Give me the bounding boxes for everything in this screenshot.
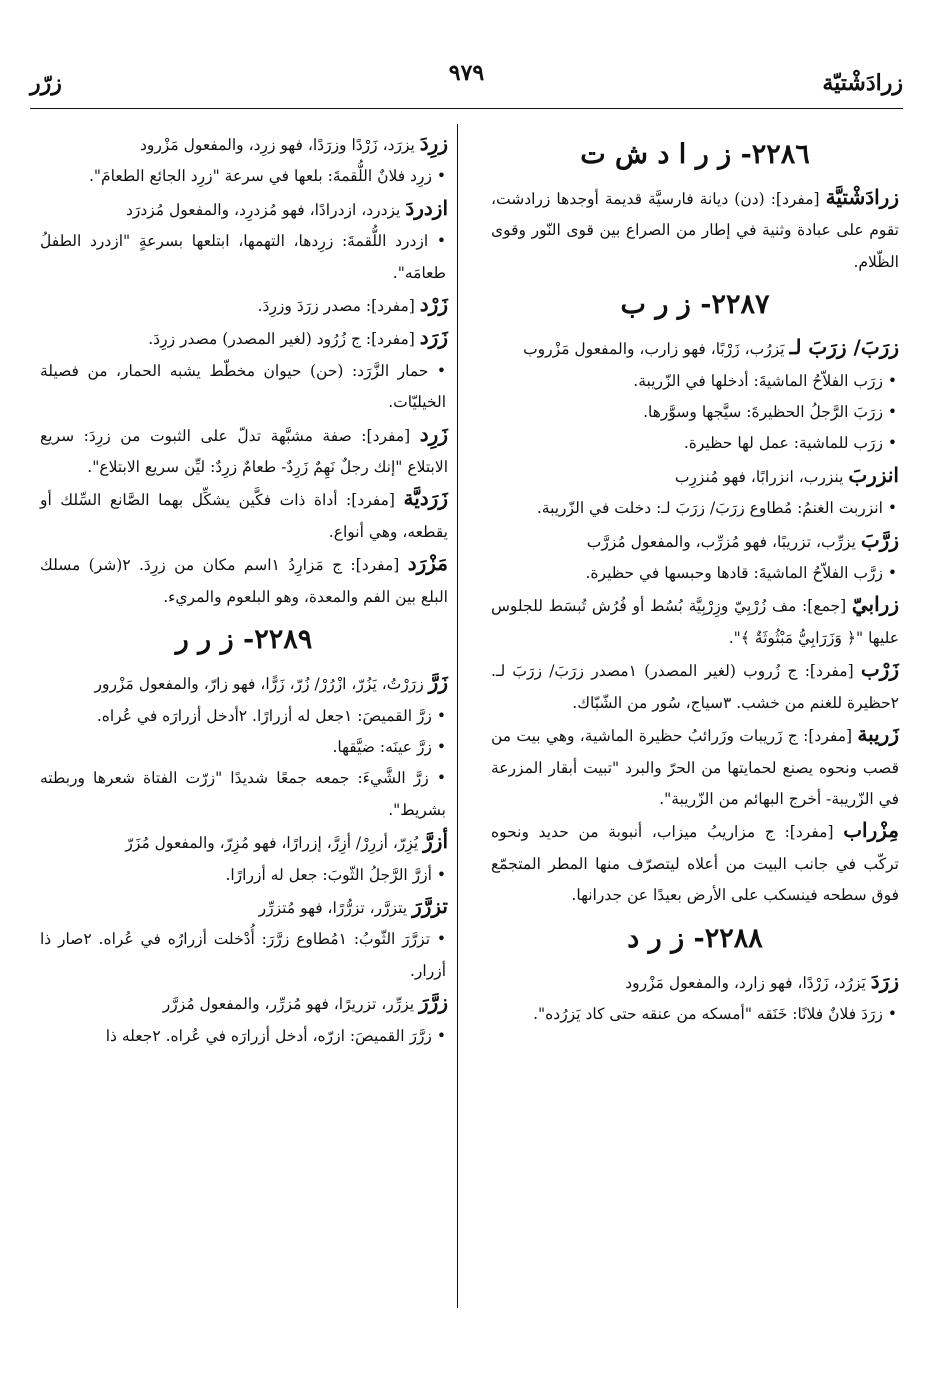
entry-headword: تزرَّرَ	[412, 893, 448, 918]
entry-definition: يُزِرّ، أزرِرْ/ أزِرَّ، إزرارًا، فهو مُزِرّ، والمفعول مُزَرّ	[125, 834, 424, 853]
dictionary-entry	[491, 966, 899, 999]
entry-definition: يزرِّب، تزريبًا، فهو مُزرِّب، والمفعول مُزرَّب	[586, 532, 861, 551]
entry-headword: زرادَشْتيَّة	[825, 185, 899, 209]
usage-example: • زرَب الفلاّحُ الماشيةَ: أدخلها في الزّريبة.	[633, 371, 897, 390]
usage-example: • انزربت الغنمُ: مُطاوع زرَبَ/ زرَبَ لـ: دخلت في الزّريبة.	[536, 499, 897, 518]
entry-definition: [مفرد]: صفة مشبَّهة تدلّ على الثبوت من زرِدَ: سريع الابتلاع "إنك رجلٌ نَهِمٌ زَرِدٌ- طعامٌ زرِدٌ: ليِّن سريع الابتلاع".	[40, 426, 448, 477]
usage-example: • زرَّ القميصَ: ١جعل له أزرارًا. ٢أدخل أزرارَه في عُراه.	[96, 706, 446, 725]
dictionary-entry	[491, 719, 899, 815]
usage-example: • زرَّرَ القميصَ: ازرّه، أدخل أزرارَه في عُراه. ٢جعله ذا	[105, 1026, 446, 1045]
usage-example: • زرِد فلانٌ اللُّقمةَ: بلعها في سرعة "زرِد الجائع الطعامَ".	[88, 167, 446, 186]
entry-definition: [مفرد]: ج مَزارِدُ ١اسم مكان من زرِدَ. ٢(شر) مسلك البلع بين الفم والمعدة، وهو البلعوم والمريء.	[40, 556, 448, 606]
column-divider	[457, 124, 458, 1308]
dictionary-entry	[40, 193, 448, 226]
dictionary-entry	[491, 460, 899, 493]
dictionary-entry	[40, 667, 448, 700]
entry-definition: [جمع]: مف زُرْبِيّ وزِرْبِيَّة بُسُط أو فُرُش تُبسَط للجلوس عليها "﴿ وَزَرَابِيُّ مَبْثُوثَةٌ ﴾".	[491, 597, 899, 647]
dictionary-entry	[40, 987, 448, 1020]
dictionary-entry	[491, 654, 899, 719]
header-guide-word-right: زرادَشْتيّة	[822, 70, 903, 96]
entry-headword: زرَّبَ	[860, 527, 899, 552]
entry-headword: زَرَد	[419, 325, 448, 350]
dictionary-entry	[40, 128, 448, 161]
entry-definition: [مفرد]: مصدر زرَدَ وزرِدَ.	[257, 297, 420, 316]
entry-definition: يَزرُد، زَرْدًا، فهو زارد، والمفعول مَزْرود	[625, 973, 871, 992]
page-header	[30, 60, 903, 100]
dictionary-entry	[40, 322, 448, 355]
entry-definition: يزرَد، زَرْدًا وزرَدًا، فهو زرِد، والمفعول مَزْرود	[139, 136, 420, 154]
entry-definition: زرَرْتُ، يَزُرّ، ازْرُرْ/ زُرّ، زَرًّا، فهو زارّ، والمفعول مَزْرور	[94, 675, 429, 694]
entry-headword: زَرْد	[419, 292, 448, 317]
usage-example: • زرَّ عينَه: ضيَّقها.	[332, 737, 446, 756]
usage-example: • زرَّب الفلاّحُ الماشيةَ: قادها وحبسها في حظيرة.	[585, 564, 897, 583]
entry-headword: زَريبة	[857, 722, 899, 747]
usage-example: • أزرَّ الرَّجلُ الثّوبَ: جعل له أزرارًا.	[225, 865, 446, 884]
entry-headword: مَزْرَد	[407, 551, 449, 576]
dictionary-entry	[40, 483, 448, 548]
entry-definition: [مفرد]: (دن) ديانة فارسيَّة قديمة أوجدها زرادشت، تقوم على عبادة وثنية في إطار من الصراع بين قوى النّور وقوى الظّلام.	[491, 190, 899, 271]
dictionary-entry	[491, 589, 899, 654]
entry-definition: يتزرَّر، تزرُّرًا، فهو مُتزرِّر	[258, 898, 413, 917]
usage-example: • حمار الزَّرَد: (حن) حيوان مخطّط يشبه الحمار، من فصيلة الخيليّات.	[40, 361, 446, 412]
dictionary-entry	[40, 419, 448, 484]
dictionary-entry	[40, 548, 448, 613]
entry-headword: مِزْراب	[843, 818, 899, 843]
entry-headword: زرَبَ/ زرَبَ لـ	[789, 335, 899, 360]
entry-headword: زَرْب	[860, 657, 899, 682]
header-guide-word-left: زرّر	[30, 70, 62, 96]
dictionary-entry	[491, 182, 899, 278]
dictionary-entry	[40, 891, 448, 924]
usage-example: • زرَدَ فلانٌ فلانًا: خَنَقه "أمسكه من عنقه حتى كاد يَزرُده".	[533, 1004, 897, 1023]
entry-definition: [مفرد]: ج زَريبات وزَرائبُ حظيرة الماشية، وهي بيت من قصب ونحوه يصنع لحمايتها من الحرّ والبرد "تبيت أبقار المزرعة في الزّريبة- أخرج البهائم من الزّريبة".	[491, 727, 899, 808]
entry-headword: ازدردَ	[405, 195, 448, 220]
dictionary-entry	[491, 332, 899, 365]
usage-example: • تزرَّرَ الثّوبُ: ١مُطاوع زرَّرَ: أُدْخلت أزرارُه في عُراه. ٢صار ذا أزرار.	[40, 930, 446, 980]
root-section-heading: ٢٢٨٩- ز ر ر	[175, 624, 313, 656]
dictionary-entry	[40, 826, 448, 859]
entry-definition: [مفرد]: ج مزاريبُ ميزاب، أنبوبة من حديد ونحوه تركّب في جانب البيت من أعلاه ليتصرّف منها المطر المتجمّع فوق سطحه فينسكب على الأرض بعيدًا عن جدرانها.	[491, 823, 899, 905]
root-section-heading: ٢٢٨٧- ز ر ب	[620, 289, 770, 321]
entry-definition: [مفرد]: أداة ذات فكَّين يشكِّل بهما الصَّانع السِّلك أو يقطعه، وهي أنواع.	[40, 491, 448, 541]
entry-headword: زَرَّ	[428, 670, 448, 695]
entry-definition: يَزرُب، زَرْبًا، فهو زارب، والمفعول مَزْروب	[523, 340, 790, 359]
entry-headword: زرِدَ	[419, 131, 448, 155]
entry-definition: يزرِّر، تزريرًا، فهو مُزرِّر، والمفعول مُزرَّر	[162, 995, 420, 1014]
left-column	[40, 128, 448, 1052]
entry-definition: ينزرب، انزرابًا، فهو مُنزرِب	[674, 467, 849, 486]
header-rule	[30, 108, 903, 109]
usage-example: • زرَبَ الرَّجلُ الحظيرةَ: سيَّجها وسوَّرها.	[643, 403, 897, 422]
usage-example: • زرَّ الشَّيءَ: جمعه جمعًا شديدًا "زرّت الفتاة شعرها وربطته بشريط".	[40, 769, 446, 819]
entry-headword: زرابيّ	[851, 592, 899, 617]
entry-headword: زرَدَ	[870, 968, 899, 993]
usage-example: • زرَب للماشية: عمل لها حظيرة.	[683, 434, 897, 453]
entry-headword: زَرِد	[419, 421, 448, 446]
page-number: ٩٧٩	[448, 60, 485, 86]
right-column	[491, 128, 899, 1030]
entry-headword: زَرَديَّة	[403, 486, 448, 511]
root-section-heading: ٢٢٨٨- ز ر د	[627, 922, 763, 954]
entry-definition: [مفرد]: ج زُروب (لغير المصدر) ١مصدر زرَبَ/ زرَبَ لـ. ٢حظيرة للغنم من خشب. ٣سياج، سُور من الشّبّاك.	[491, 662, 899, 712]
usage-example: • ازدرد اللُّقمةَ: زرِدها، التهمها، ابتلعها بسرعةٍ "ازدرد الطفلُ طعامَه".	[40, 232, 446, 282]
entry-definition: يزدرد، ازدرادًا، فهو مُزدرِد، والمفعول مُزدرَد	[125, 200, 406, 219]
entry-headword: زرَّرَ	[419, 990, 448, 1015]
dictionary-entry	[491, 525, 899, 558]
entry-headword: أزرَّ	[423, 829, 448, 854]
root-section-heading: ٢٢٨٦- ز ر ا د ش ت	[580, 139, 810, 170]
dictionary-entry	[491, 815, 899, 911]
entry-definition: [مفرد]: ج زُرُود (لغير المصدر) مصدر زرِدَ.	[148, 330, 420, 349]
entry-headword: انزربَ	[848, 462, 899, 487]
dictionary-entry	[40, 289, 448, 322]
